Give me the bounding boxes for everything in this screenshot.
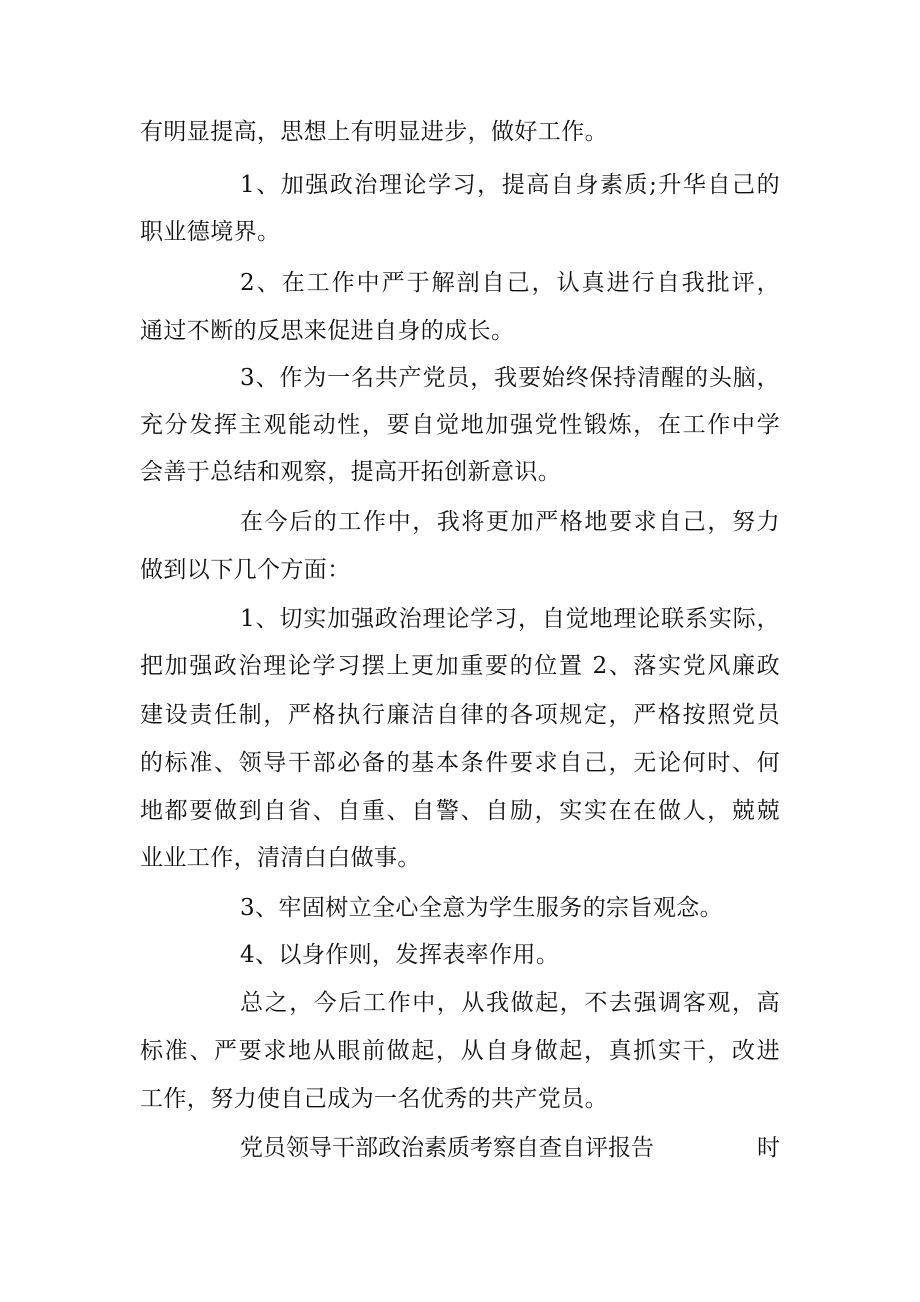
text-line: 1、切实加强政治理论学习，自觉地理论联系实际，: [240, 606, 780, 632]
text-line: 地都要做到自省、自重、自警、自励，实实在在做人，兢兢: [140, 798, 780, 824]
text-line: 标准、严要求地从眼前做起，从自身做起，真抓实干，改进: [140, 1038, 780, 1064]
text-line: 有明显提高，思想上有明显进步，做好工作。: [140, 119, 608, 145]
text-line: 建设责任制，严格执行廉洁自律的各项规定，严格按照党员: [140, 702, 780, 728]
text-line: 会善于总结和观察，提高开拓创新意识。: [140, 459, 562, 485]
text-line: 业业工作，清清白白做事。: [140, 845, 421, 871]
footer-title: 党员领导干部政治素质考察自查自评报告: [240, 1135, 654, 1161]
text-line: 3、牢固树立全心全意为学生服务的宗旨观念。: [240, 895, 724, 921]
text-line: 把加强政治理论学习摆上更加重要的位置 2、落实党风廉政: [140, 653, 780, 679]
text-line: 总之，今后工作中，从我做起，不去强调客观，高: [240, 990, 780, 1016]
text-line: 工作，努力使自己成为一名优秀的共产党员。: [140, 1086, 608, 1112]
text-line: 通过不断的反思来促进自身的成长。: [140, 318, 515, 344]
text-line: 做到以下几个方面：: [140, 557, 351, 583]
footer-time: 时: [757, 1135, 780, 1161]
text-line: 4、以身作则，发挥表率作用。: [240, 942, 560, 968]
footer-line: [240, 1133, 780, 1163]
text-line: 职业德境界。: [140, 219, 281, 245]
text-line: 充分发挥主观能动性，要自觉地加强党性锻炼，在工作中学: [140, 412, 780, 438]
text-line: 的标准、领导干部必备的基本条件要求自己，无论何时、何: [140, 750, 780, 776]
text-line: 1、加强政治理论学习，提高自身素质;升华自己的: [240, 172, 780, 198]
text-line: 2、在工作中严于解剖自己，认真进行自我批评，: [240, 270, 780, 296]
text-line: 在今后的工作中，我将更加严格地要求自己，努力: [240, 509, 780, 535]
text-line: 3、作为一名共产党员，我要始终保持清醒的头脑，: [240, 365, 780, 391]
